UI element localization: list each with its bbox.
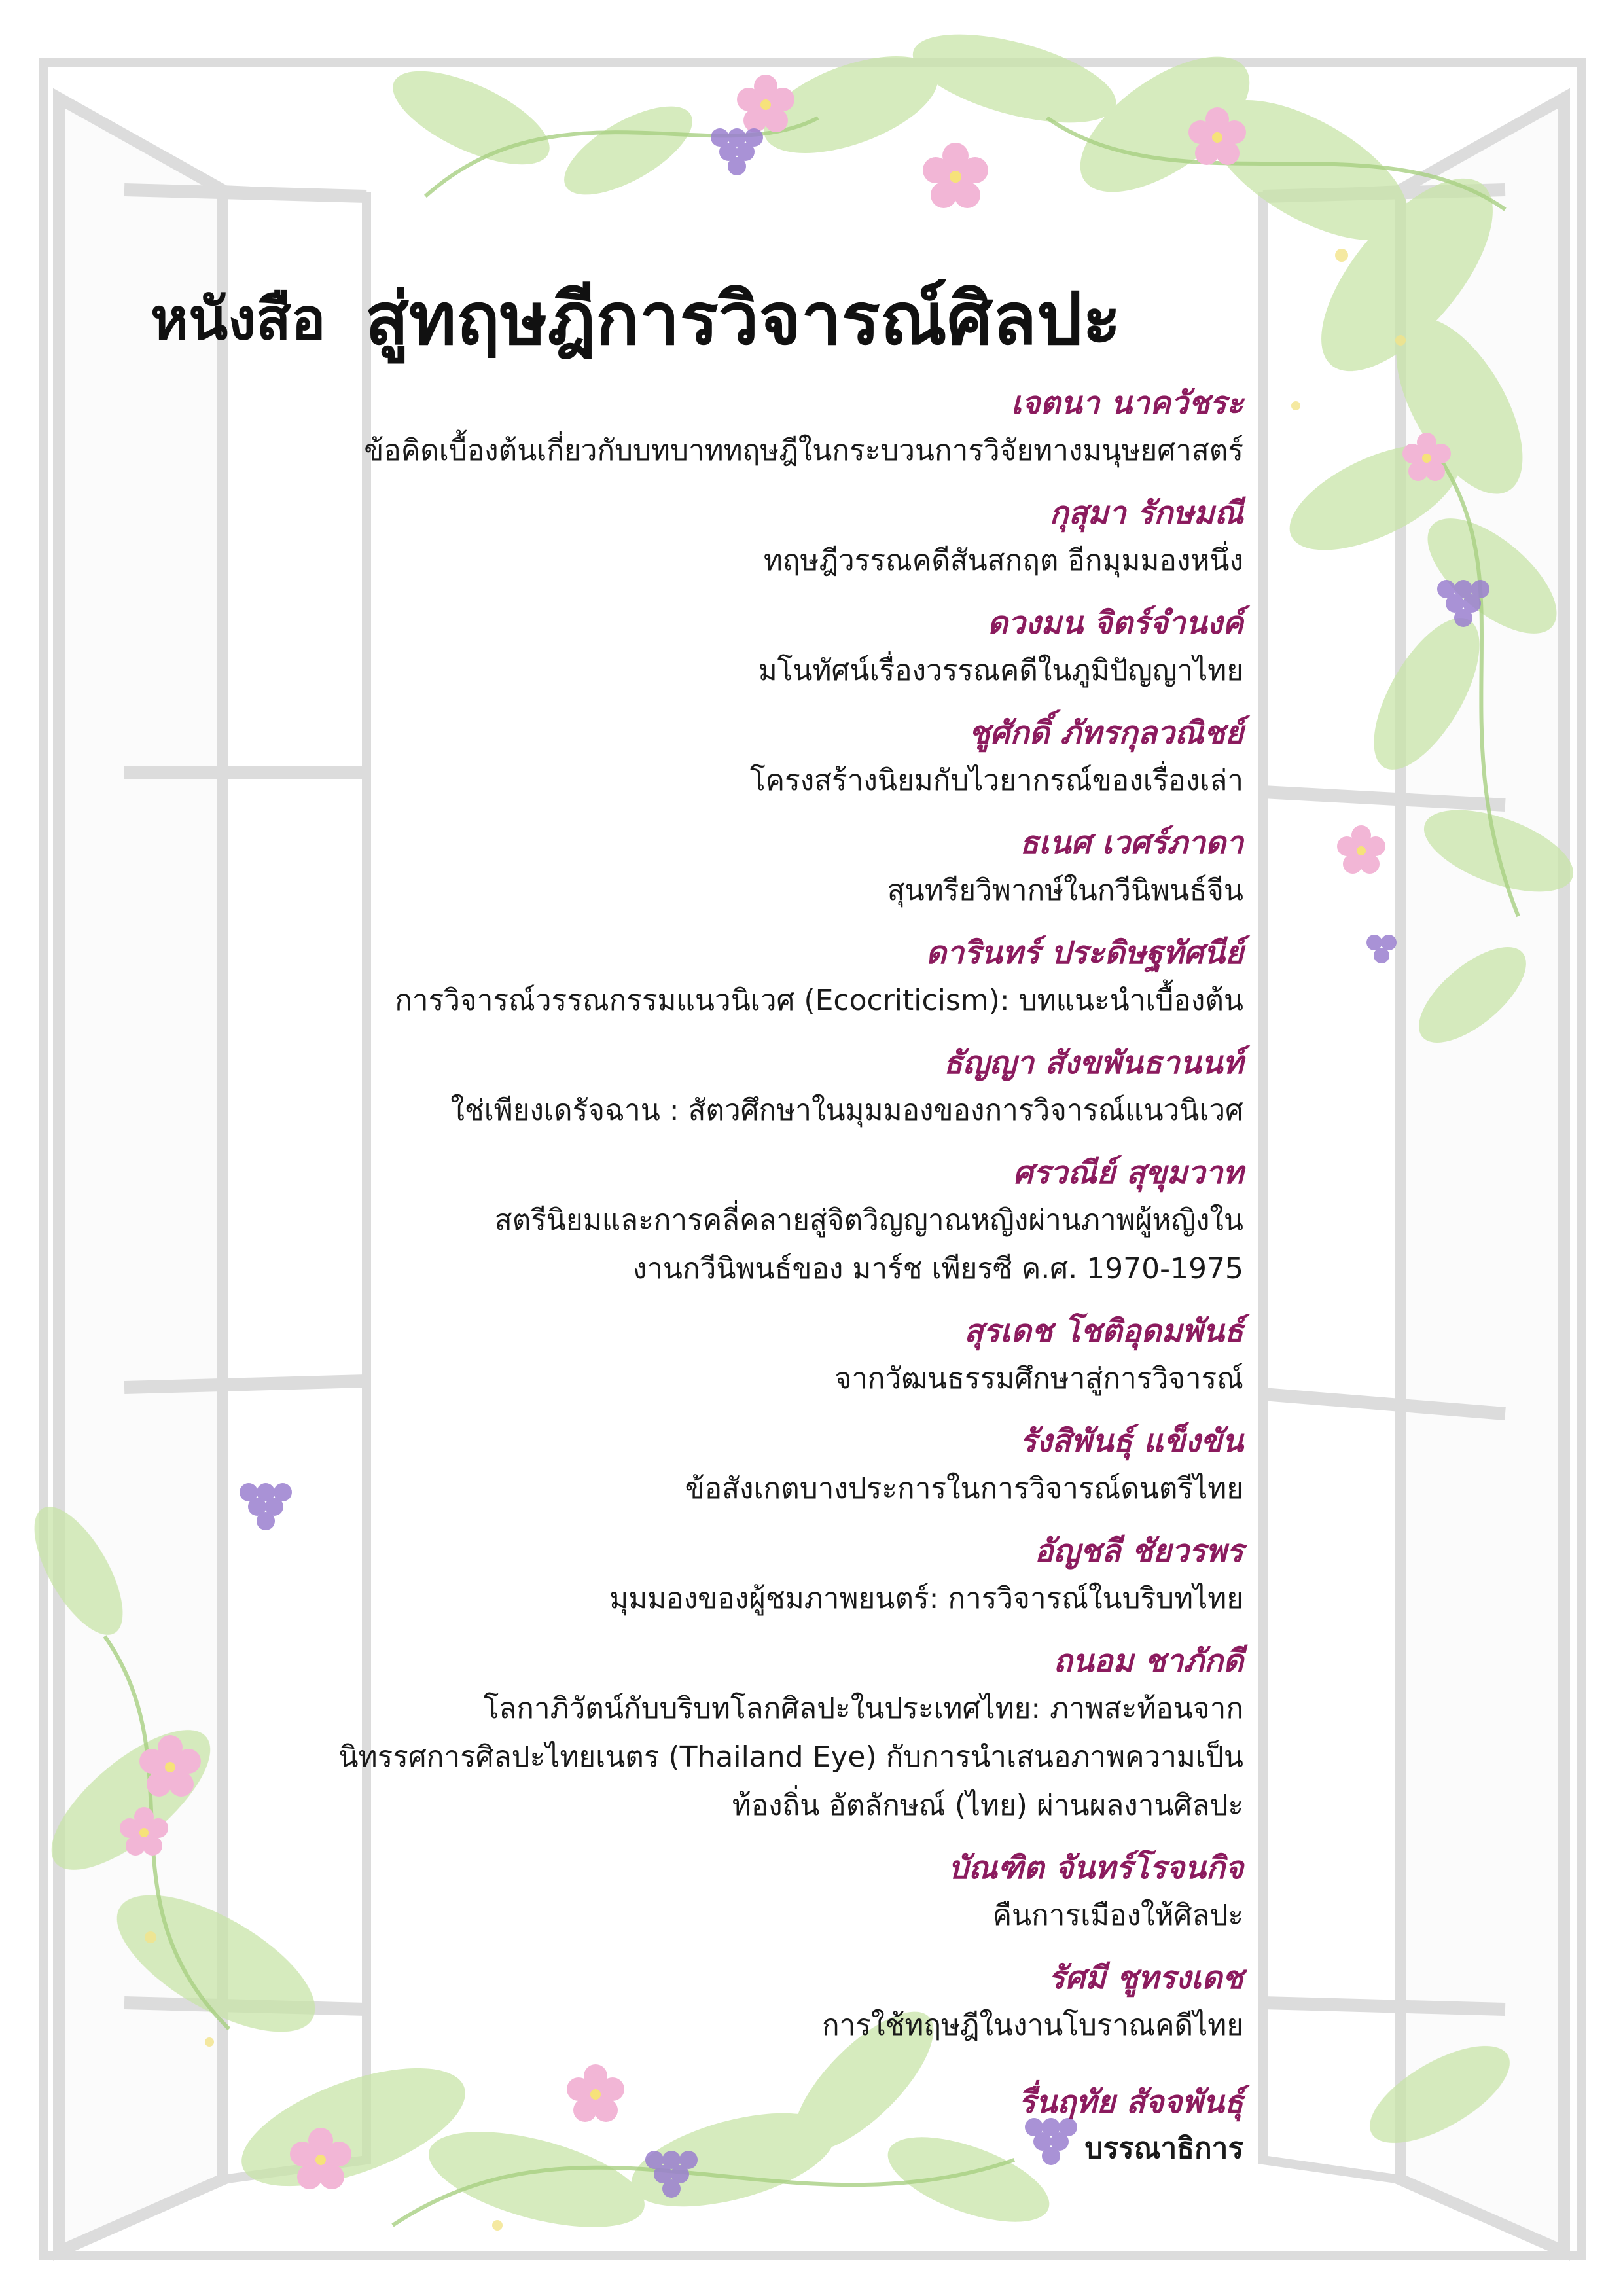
entry-title-line: ใช่เพียงเดรัจฉาน : สัตวศึกษาในมุมมองของการวิจารณ์แนวนิเวศ	[450, 1094, 1243, 1127]
entry-author: รัศมี ชูทรงเดช	[1048, 1960, 1243, 1996]
entry-title-line: มุมมองของผู้ชมภาพยนตร์: การวิจารณ์ในบริบทไทย	[609, 1582, 1243, 1615]
entry-author: ธัญญา สังขพันธานนท์	[943, 1045, 1243, 1081]
entry-title-line: โลกาภิวัตน์กับบริบทโลกศิลปะในประเทศไทย: ภาพสะท้อนจาก	[483, 1692, 1243, 1725]
list-item	[131, 929, 1243, 1025]
list-item	[131, 1149, 1243, 1293]
entry-title-line: นิทรรศการศิลปะไทยเนตร (Thailand Eye) กับการนำเสนอภาพความเป็น	[338, 1740, 1243, 1774]
list-item	[131, 1308, 1243, 1403]
entry-title-line: มโนทัศน์เรื่องวรรณคดีในภูมิปัญญาไทย	[758, 654, 1243, 687]
title-prefix: หนังสือ	[151, 285, 326, 353]
entry-author: ดารินทร์ ประดิษฐทัศนีย์	[925, 935, 1243, 971]
entry-title-line: จากวัฒนธรรมศึกษาสู่การวิจารณ์	[834, 1362, 1243, 1395]
list-item	[131, 709, 1243, 805]
entry-author: สุรเดช โชติอุดมพันธ์	[964, 1313, 1243, 1350]
book-title: สู่ทฤษฎีการวิจารณ์ศิลปะ	[365, 277, 1122, 361]
list-item	[131, 1844, 1243, 1940]
editor-name: รื่นฤทัย สัจจพันธุ์	[1018, 2084, 1243, 2121]
entry-title-line: ข้อสังเกตบางประการในการวิจารณ์ดนตรีไทย	[685, 1472, 1243, 1505]
list-item	[131, 490, 1243, 585]
entry-author: เจตนา นาควัชระ	[1010, 385, 1243, 422]
list-item	[131, 1528, 1243, 1623]
entry-author: ดวงมน จิตร์จำนงค์	[987, 605, 1243, 641]
entry-title-line: โครงสร้างนิยมกับไวยากรณ์ของเรื่องเล่า	[750, 764, 1243, 797]
entry-title-line: ข้อคิดเบื้องต้นเกี่ยวกับบทบาททฤษฎีในกระบวนการวิจัยทางมนุษยศาสตร์	[364, 434, 1243, 467]
entry-author: ถนอม ชาภักดี	[1053, 1643, 1243, 1679]
list-item	[131, 1954, 1243, 2050]
list-item	[131, 600, 1243, 695]
entry-author: กุสุมา รักษมณี	[1049, 495, 1243, 531]
list-item	[131, 1418, 1243, 1513]
entry-author: รังสิพันธุ์ แข็งขัน	[1020, 1423, 1243, 1460]
entry-title-line: การวิจารณ์วรรณกรรมแนวนิเวศ (Ecocriticism): บทแนะนำเบื้องต้น	[395, 984, 1243, 1017]
list-item	[131, 380, 1243, 475]
entry-author: บัณฑิต จันทร์โรจนกิจ	[948, 1850, 1243, 1886]
editor-role: บรรณาธิการ	[1084, 2132, 1243, 2165]
entry-title-line: ท้องถิ่น อัตลักษณ์ (ไทย) ผ่านผลงานศิลปะ	[732, 1789, 1243, 1822]
entry-title-line: สตรีนิยมและการคลี่คลายสู่จิตวิญญาณหญิงผ่านภาพผู้หญิงใน	[494, 1204, 1243, 1237]
entry-author: อัญชลี ชัยวรพร	[1034, 1533, 1243, 1570]
entry-author: ธเนศ เวศร์ภาดา	[1019, 825, 1243, 861]
editor-block	[131, 2079, 1243, 2172]
table-of-contents	[131, 380, 1243, 2186]
entry-title-line: การใช้ทฤษฎีในงานโบราณคดีไทย	[822, 2009, 1243, 2042]
page-title	[151, 262, 1263, 380]
entry-title-line: คืนการเมืองให้ศิลปะ	[992, 1899, 1243, 1932]
list-item	[131, 1638, 1243, 1830]
entry-author: ศรวณีย์ สุขุมวาท	[1013, 1155, 1243, 1191]
list-item	[131, 819, 1243, 915]
entry-title-line: ทฤษฎีวรรณคดีสันสกฤต อีกมุมมองหนึ่ง	[763, 544, 1243, 577]
entry-title-line: สุนทรียวิพากษ์ในกวีนิพนธ์จีน	[887, 874, 1243, 907]
entry-author: ชูศักดิ์ ภัทรกุลวณิชย์	[969, 715, 1243, 751]
entry-title-line: งานกวีนิพนธ์ของ มาร์ช เพียรซี ค.ศ. 1970-1975	[632, 1252, 1243, 1285]
list-item	[131, 1039, 1243, 1135]
